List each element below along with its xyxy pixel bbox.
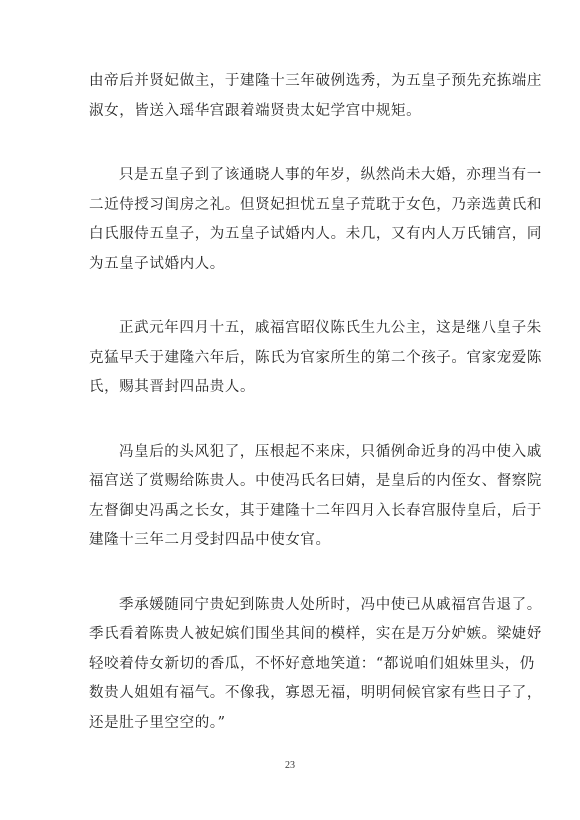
paragraph-1 bbox=[89, 67, 542, 126]
text-line: 左督御史冯禹之长女，其于建隆十二年四月入长春宫服侍皇后，后于 bbox=[89, 502, 542, 519]
text-line: 白氏服侍五皇子，为五皇子试婚内人。未几，又有内人万氏铺宫，同 bbox=[89, 226, 542, 242]
text-line: 克猛早夭于建隆六年后，陈氏为官家所生的第二个孩子。官家宠爱陈 bbox=[89, 349, 542, 366]
text-line: 氏，赐其晋封四品贵人。 bbox=[89, 379, 256, 395]
paragraph-5 bbox=[89, 591, 542, 739]
text-line: 由帝后并贤妃做主，于建隆十三年破例选秀，为五皇子预先充拣端庄 bbox=[89, 73, 542, 89]
paragraph-2 bbox=[89, 161, 542, 279]
text-line: 二近侍授习闺房之礼。但贤妃担忧五皇子荒耽于女色，乃亲选黄氏和 bbox=[89, 196, 542, 213]
paragraph-3 bbox=[89, 314, 542, 403]
text-line: 建隆十三年二月受封四品中使女官。 bbox=[89, 532, 331, 548]
text-line: 只是五皇子到了该通晓人事的年岁，纵然尚未大婚，亦理当有一 bbox=[119, 167, 542, 183]
text-line: 轻咬着侍女新切的香瓜，不怀好意地笑道：“都说咱们姐妹里头，仍 bbox=[89, 655, 535, 672]
page-number: 23 bbox=[285, 760, 295, 771]
text-line: 冯皇后的头风犯了，压根起不来床，只循例命近身的冯中使入戚 bbox=[119, 443, 542, 460]
text-line: 季氏看着陈贵人被妃嫔们围坐其间的模样，实在是万分妒嫉。梁婕妤 bbox=[89, 626, 542, 642]
text-line: 为五皇子试婚内人。 bbox=[89, 255, 225, 272]
text-line: 季承媛随同宁贵妃到陈贵人处所时，冯中使已从戚福宫告退了。 bbox=[119, 596, 542, 613]
text-line: 淑女，皆送入瑶华宫跟着端贤贵太妃学宫中规矩。 bbox=[89, 102, 422, 119]
text-line: 福宫送了赏赐给陈贵人。中使冯氏名曰婧，是皇后的内侄女、督察院 bbox=[89, 473, 542, 489]
text-line: 数贵人姐姐有福气。不像我，寡恩无福，明明伺候官家有些日子了， bbox=[89, 685, 542, 701]
text-line: 正武元年四月十五，戚福宫昭仪陈氏生九公主，这是继八皇子朱 bbox=[119, 320, 542, 336]
text-line: 还是肚子里空空的。” bbox=[89, 714, 226, 731]
paragraph-4 bbox=[89, 438, 542, 556]
body-text bbox=[89, 67, 542, 773]
